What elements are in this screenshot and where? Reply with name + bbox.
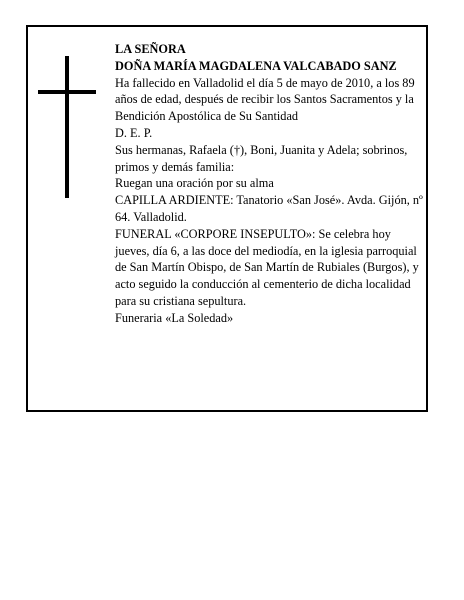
heading-title: LA SEÑORA	[115, 42, 186, 56]
obituary-notice	[26, 25, 428, 412]
family-text: Sus hermanas, Rafaela (†), Boni, Juanita y Adela; sobrinos, primos y demás familia:	[115, 142, 408, 174]
rip-text: D. E. P.	[115, 125, 153, 140]
funeral-home: Funeraria «La Soledad»	[115, 310, 234, 325]
funeral-info: FUNERAL «CORPORE INSEPULTO»: Se celebra hoy jueves, día 6, a las doce del mediodía, en la iglesia parroquial de San Martín Obispo, de San Martín de Rubiales (Burgos), y acto seguido la conducción al cementerio de dicha localidad para su cristiana sepultura.	[115, 226, 419, 308]
death-announcement: Ha fallecido en Valladolid el día 5 de mayo de 2010, a los 89 años de edad, después de recibir los Santos Sacramentos y la Bendición Apostólica de Su Santidad	[115, 75, 415, 124]
cross-vertical-bar	[65, 56, 69, 198]
latin-cross-icon	[38, 56, 96, 198]
cross-horizontal-bar	[38, 90, 96, 94]
deceased-name: DOÑA MARÍA MAGDALENA VALCABADO SANZ	[115, 58, 397, 73]
notice-text	[115, 41, 423, 327]
chapel-info: CAPILLA ARDIENTE: Tanatorio «San José». Avda. Gijón, nº 64. Valladolid.	[115, 193, 423, 224]
prayer-request: Ruegan una oración por su alma	[115, 176, 274, 191]
